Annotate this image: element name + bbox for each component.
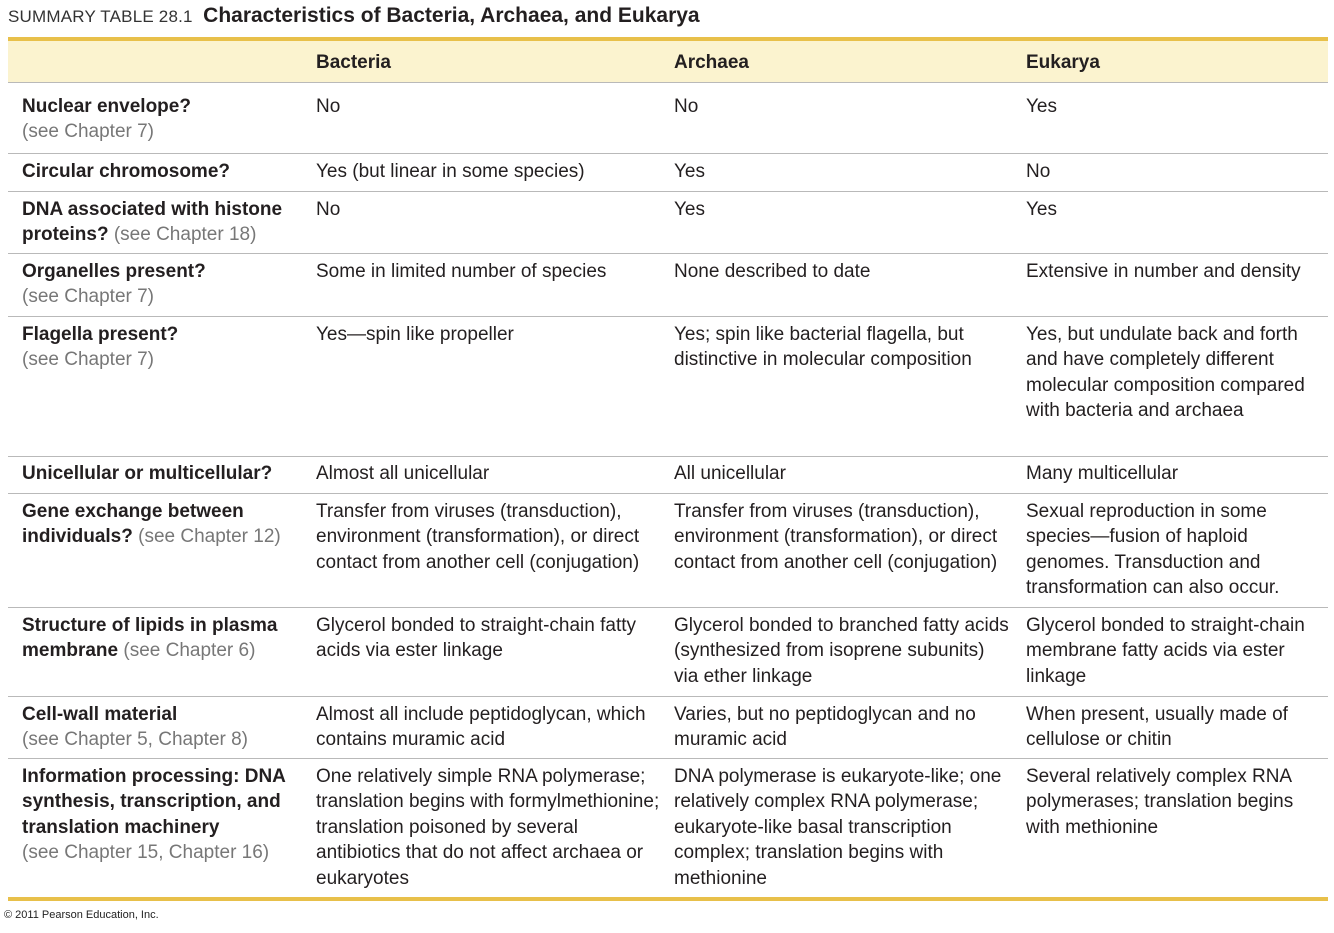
row-label: Organelles present? (see Chapter 7) xyxy=(22,261,206,308)
copyright-notice: © 2011 Pearson Education, Inc. xyxy=(4,909,159,921)
archaea-cell: Glycerol bonded to branched fatty acids (synthesized from isoprene subunits) via ether linkage xyxy=(674,615,1009,687)
table-title xyxy=(8,4,700,34)
archaea-cell: All unicellular xyxy=(674,463,786,484)
page-title: Characteristics of Bacteria, Archaea, and Eukarya xyxy=(203,4,700,27)
eukarya-cell: Yes xyxy=(1026,199,1057,220)
row-label: Unicellular or multicellular? xyxy=(22,463,273,484)
archaea-cell: No xyxy=(674,96,699,117)
table-row xyxy=(8,82,1328,154)
column-header-eukarya: Eukarya xyxy=(1026,52,1100,73)
eukarya-cell: Yes, but undulate back and forth and have completely different molecular composition compared with bacteria and archaea xyxy=(1026,324,1305,422)
eukarya-cell: Many multicellular xyxy=(1026,463,1179,484)
row-label: Nuclear envelope? (see Chapter 7) xyxy=(22,96,191,143)
bacteria-cell: No xyxy=(316,96,341,117)
row-label: DNA associated with histone proteins? (see Chapter 18) xyxy=(22,199,283,246)
eukarya-cell: Glycerol bonded to straight-chain membrane fatty acids via ester linkage xyxy=(1026,615,1305,687)
archaea-cell: DNA polymerase is eukaryote-like; one relatively complex RNA polymerase; eukaryote-like basal transcription complex; translation begins with methionine xyxy=(674,766,1002,889)
row-label: Cell-wall material (see Chapter 5, Chapter 8) xyxy=(22,704,249,751)
bacteria-cell: Some in limited number of species xyxy=(316,261,607,282)
table-row xyxy=(8,608,1328,697)
table-row xyxy=(8,494,1328,608)
summary-table-label: SUMMARY TABLE 28.1 xyxy=(8,7,193,26)
column-header-archaea: Archaea xyxy=(674,52,749,73)
bottom-rule xyxy=(8,897,1328,901)
bacteria-cell: Glycerol bonded to straight-chain fatty acids via ester linkage xyxy=(316,615,637,662)
archaea-cell: Varies, but no peptidoglycan and no muramic acid xyxy=(674,704,976,751)
table-row xyxy=(8,759,1328,897)
eukarya-cell: Extensive in number and density xyxy=(1026,261,1301,282)
bacteria-cell: Yes—spin like propeller xyxy=(316,324,514,345)
bacteria-cell: One relatively simple RNA polymerase; translation begins with formylmethionine; translation poisoned by several antibiotics that do not affect archaea or eukaryotes xyxy=(316,766,660,889)
archaea-cell: None described to date xyxy=(674,261,871,282)
eukarya-cell: No xyxy=(1026,161,1051,182)
eukarya-cell: Sexual reproduction in some species—fusion of haploid genomes. Transduction and transformation can also occur. xyxy=(1026,501,1280,599)
row-label: Flagella present? (see Chapter 7) xyxy=(22,324,179,371)
table-row xyxy=(8,697,1328,759)
eukarya-cell: When present, usually made of cellulose or chitin xyxy=(1026,704,1288,751)
archaea-cell: Yes xyxy=(674,161,705,182)
column-header-bacteria: Bacteria xyxy=(316,52,391,73)
row-label: Structure of lipids in plasma membrane (see Chapter 6) xyxy=(22,615,278,662)
archaea-cell: Transfer from viruses (transduction), environment (transformation), or direct contact from another cell (conjugation) xyxy=(674,501,998,573)
bacteria-cell: Almost all include peptidoglycan, which contains muramic acid xyxy=(316,704,646,751)
row-label: Gene exchange between individuals? (see Chapter 12) xyxy=(22,501,281,548)
archaea-cell: Yes xyxy=(674,199,705,220)
table-row xyxy=(8,317,1328,457)
row-label: Information processing: DNA synthesis, transcription, and translation machinery (see Chapter 15, Chapter 16) xyxy=(22,766,286,864)
bacteria-cell: No xyxy=(316,199,341,220)
eukarya-cell: Yes xyxy=(1026,96,1057,117)
row-label: Circular chromosome? xyxy=(22,161,230,182)
archaea-cell: Yes; spin like bacterial flagella, but distinctive in molecular composition xyxy=(674,324,972,371)
bacteria-cell: Almost all unicellular xyxy=(316,463,490,484)
bacteria-cell: Yes (but linear in some species) xyxy=(316,161,585,182)
table-row xyxy=(8,154,1328,192)
table-row xyxy=(8,192,1328,254)
table-row xyxy=(8,254,1328,317)
bacteria-cell: Transfer from viruses (transduction), environment (transformation), or direct contact from another cell (conjugation) xyxy=(316,501,640,573)
table-header xyxy=(8,41,1328,83)
table-row xyxy=(8,457,1328,494)
eukarya-cell: Several relatively complex RNA polymerases; translation begins with methionine xyxy=(1026,766,1294,838)
